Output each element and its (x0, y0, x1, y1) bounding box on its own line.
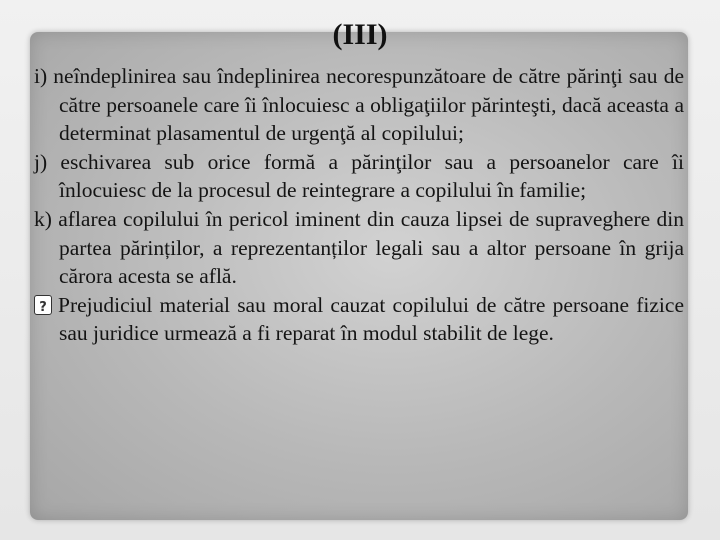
slide-body (34, 62, 684, 348)
slide-title: (III) (332, 18, 388, 51)
list-item-i: i) neîndeplinirea sau îndeplinirea necorespunzătoare de către părinţi sau de către persoanele care îi înlocuiesc a obligaţiilor părinteşti, dacă aceasta a determinat plasamentul de urgenţă al copilului; (34, 64, 684, 146)
bullet-paragraph (34, 291, 684, 348)
missing-glyph-icon (34, 295, 52, 315)
bullet-paragraph-text: Prejudiciul material sau moral cauzat copilului de către persoane fizice sau juridice urmează a fi reparat în modul stabilit de lege. (58, 292, 684, 346)
list-item-k: k) aflarea copilului în pericol iminent din cauza lipsei de supraveghere din partea părinților, a reprezentanților legali sau a altor persoane în grija cărora acesta se află. (34, 206, 684, 289)
list-item-j: j) eschivarea sub orice formă a părinţilor sau a persoanelor care îi înlocuiesc de la procesul de reintegrare a copilului în familie; (34, 149, 684, 203)
